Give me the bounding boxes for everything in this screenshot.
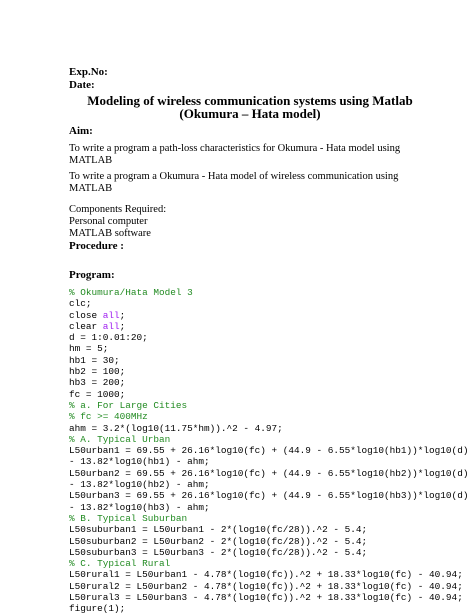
code-line: - 13.82*log10(hb3) - ahm; xyxy=(69,501,210,513)
code-line: L50rural2 = L50urban2 - 4.78*(log10(fc)).^2 + 18.33*log10(fc) - 40.94; xyxy=(69,580,463,592)
code-comment-line: % B. Typical Suburban xyxy=(69,512,188,524)
components-heading: Components Required: xyxy=(69,204,167,215)
code-comment-line: % C. Typical Rural xyxy=(69,558,171,570)
code-text: ; xyxy=(119,309,126,321)
code-text: close xyxy=(69,309,103,321)
code-line: figure(1); xyxy=(69,603,126,615)
aim-paragraph-2 xyxy=(69,171,409,195)
code-comment-line: % fc >= 400MHz xyxy=(69,411,148,423)
aim-paragraph-1-line-2: MATLAB xyxy=(69,155,113,166)
aim-heading: Aim: xyxy=(69,125,93,137)
aim-paragraph-1-line-1: To write a program a path-loss characteristics for Okumura - Hata model using xyxy=(69,143,401,154)
code-line xyxy=(69,321,468,332)
code-line: - 13.82*log10(hb1) - ahm; xyxy=(69,456,210,468)
page-title: Modeling of wireless communication systems using Matlab (Okumura – Hata model) xyxy=(87,93,413,121)
code-line: L50urban2 = 69.55 + 26.16*log10(fc) + (44.9 - 6.55*log10(hb2))*log10(d) xyxy=(69,467,469,479)
procedure-heading: Procedure : xyxy=(69,240,124,252)
code-comment-line: % a. For Large Cities xyxy=(69,399,188,411)
exp-no-label: Exp.No: xyxy=(69,66,108,78)
code-line: L50urban3 = 69.55 + 26.16*log10(fc) + (44.9 - 6.55*log10(hb3))*log10(d) xyxy=(69,490,469,502)
code-text: clear xyxy=(69,320,103,332)
code-listing xyxy=(69,287,468,615)
code-line: hb2 = 100; xyxy=(69,366,126,378)
code-line: - 13.82*log10(hb2) - ahm; xyxy=(69,479,210,491)
code-line: hm = 5; xyxy=(69,343,109,355)
aim-paragraph-2-line-1: To write a program a Okumura - Hata model of wireless communication using xyxy=(69,171,399,182)
aim-paragraph-2-line-2: MATLAB xyxy=(69,183,113,194)
component-item: MATLAB software xyxy=(69,228,151,239)
code-line: ahm = 3.2*(log10(11.75*hm)).^2 - 4.97; xyxy=(69,422,283,434)
code-line: L50suburban2 = L50urban2 - 2*(log10(fc/28)).^2 - 5.4; xyxy=(69,535,368,547)
code-line: L50urban1 = 69.55 + 26.16*log10(fc) + (44.9 - 6.55*log10(hb1))*log10(d) xyxy=(69,445,469,457)
code-comment-line: % A. Typical Urban xyxy=(69,433,171,445)
code-line: L50rural3 = L50urban3 - 4.78*(log10(fc)).^2 + 18.33*log10(fc) - 40.94; xyxy=(69,592,463,604)
component-item: Personal computer xyxy=(69,216,148,227)
code-line: d = 1:0.01:20; xyxy=(69,332,148,344)
code-text: ; xyxy=(119,320,126,332)
code-line: clc; xyxy=(69,298,92,310)
program-heading: Program: xyxy=(69,269,115,281)
code-keyword: all xyxy=(102,320,120,332)
code-line: L50rural1 = L50urban1 - 4.78*(log10(fc)).^2 + 18.33*log10(fc) - 40.94; xyxy=(69,569,463,581)
code-line: L50suburban3 = L50urban3 - 2*(log10(fc/28)).^2 - 5.4; xyxy=(69,546,368,558)
aim-paragraph-1 xyxy=(69,143,409,167)
code-line: fc = 1000; xyxy=(69,388,126,400)
code-line: hb3 = 200; xyxy=(69,377,126,389)
code-line: L50suburban1 = L50urban1 - 2*(log10(fc/28)).^2 - 5.4; xyxy=(69,524,368,536)
components-section xyxy=(69,204,409,240)
code-line: hb1 = 30; xyxy=(69,354,120,366)
code-comment-line: % Okumura/Hata Model 3 xyxy=(69,287,193,298)
date-label: Date: xyxy=(69,79,95,91)
code-line xyxy=(69,310,468,321)
code-keyword: all xyxy=(102,309,120,321)
